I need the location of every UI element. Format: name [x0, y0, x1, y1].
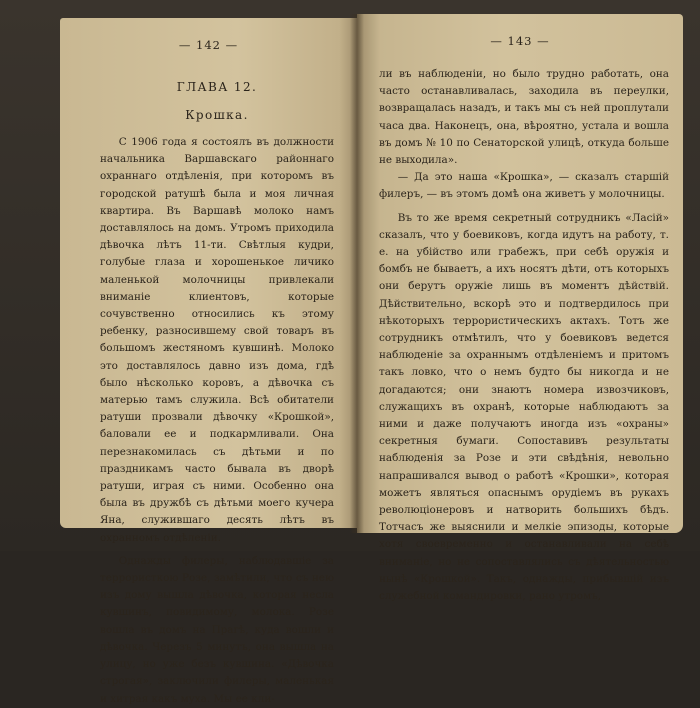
- left-page-text: [100, 78, 334, 708]
- paragraph: — Да это наша «Крошка», — сказалъ старшій филеръ, — въ этомъ домѣ она живетъ у молочницы.: [379, 171, 669, 201]
- book-gutter: [350, 14, 364, 533]
- right-page-text: [379, 66, 669, 605]
- paragraph: Въ то же время секретный сотрудникъ «Ласій» сказалъ, что у боевиковъ, когда идутъ на работу, т. е. на убійство или грабежъ, при себѣ оружія и бомбъ не бываетъ, а ихъ носятъ дѣти, отъ которыхъ они берутъ оружіе лишь въ моментъ дѣйствій. Дѣйствительно, вскорѣ это и подтвердилось при нѣкоторыхъ террористическихъ актахъ. Тотъ же сотрудникъ отмѣтилъ, что у боевиковъ ведется наблюденіе за охраннымъ отдѣленіемъ и притомъ такъ ловко, что о немъ будто бы никогда и не догадаются; они знаютъ номера извозчиковъ, служащихъ въ охранѣ, которые наблюдаютъ за ними и даже получаютъ иногда изъ «охраны» секретныя бумаги. Сопоставивъ результаты наблюденія за Розе и эти свѣдѣнія, невольно напрашивался вывод о работѣ «Крошки», которая можетъ являться опаснымъ орудіемъ въ рукахъ революціонеровъ и натворить большихъ бѣдъ. Тотчасъ же выяснили и мелкіе эпизоды, которые хотя своевременно и останавливали на себѣ вниманіе, но не сопоставлялись съ дѣятельностью нынѣ «Крошкой». Такъ, однажды, прибывшій изъ служебной командировки, рано утромъ,: [379, 211, 669, 603]
- page-number-left: — 142 —: [178, 38, 239, 52]
- paragraph: Однажды филеры, наблюдавшіе за террористкою Розе, замѣтили, что съ нею изъ дому вышла дѣвочка, которая несла кувшинъ, повидимому, молока. Розе вошла въ домъ на Прагѣ, куда вошли и дѣвочка. Черезъ 5 минутъ, она вышла на улицу, но уже безъ кувшина. «Дѣвочка строгая», заключили филеры, маленькая и хитрая какъ муха. Мы ее кли-: [100, 554, 334, 705]
- chapter-title: Крошка.: [185, 108, 249, 122]
- chapter-heading: ГЛАВА 12.: [176, 80, 258, 94]
- paragraph: С 1906 года я состоялъ въ должности начальника Варшавскаго районнаго охраннаго отдѣленія, при которомъ въ городской ратушѣ была и моя личная квартира. Въ Варшавѣ молоко намъ доставлялось на домъ. Утромъ приходила дѣвочка лѣтъ 11-ти. Свѣтлыя кудри, голубые глаза и хорошенькое личико маленькой молочницы привлекали вниманіе клиентовъ, которые сочувственно относились къ этому ребенку, разносившему свой товаръ въ большомъ жестяномъ кувшинѣ. Молоко это доставлялось давно изъ дома, гдѣ было нѣсколько коровъ, а дѣвочка съ матерью тамъ служила. Всѣ обитатели ратуши прозвали дѣвочку «Крошкой», баловали ее и подкармливали. Она перезнакомилась съ дѣтьми и по праздникамъ часто бывала въ дворѣ ратуши, играя съ ними. Особенно она была въ дружбѣ съ дѣтьми моего кучера Яна, служившаго десять лѣтъ въ охранномъ отдѣленіи.: [100, 136, 334, 544]
- paragraph: ли въ наблюденіи, но было трудно работать, она часто останавливалась, заходила въ переулки, возвращалась назадъ, и такъ мы съ ней проплутали часа два. Наконецъ, она, вѣроятно, устала и вошла въ домъ № 10 по Сенаторской улицѣ, откуда больше не выходила».: [379, 68, 669, 167]
- page-number-right: — 143 —: [490, 34, 550, 48]
- left-page: [60, 18, 357, 705]
- right-page: [357, 14, 683, 603]
